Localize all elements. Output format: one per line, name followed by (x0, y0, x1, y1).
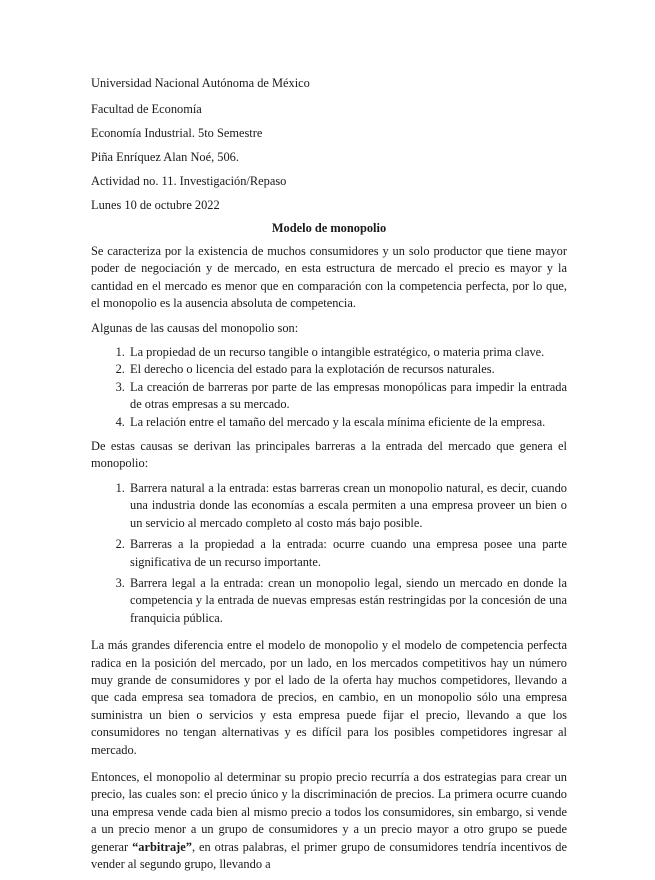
strategies-text-a: Entonces, el monopolio al determinar su propio precio recurría a dos estrategias para crear un precio, las cuales son: el precio único y la discriminación de precios. La primera ocurre cuando una empresa vende cada bien al mismo precio a todos los consumidores, sin embargo, si vende a un precio menor a un grupo de consumidores y a un precio mayor a otro grupo se puede generar (91, 769, 567, 854)
differences-paragraph: La más grandes diferencia entre el modelo de monopolio y el modelo de competencia perfecta radica en la posición del mercado, por un lado, en los mercados competitivos hay un número muy grande de consumidores y por el lado de la oferta hay muchos competidores, llevando a que cada empresa sea tomadora de precios, en cambio, en un monopolio sólo una empresa suministra un bien o servicios y esta empresa puede fijar el precio, llevando a que los consumidores no tengan alternativas y es difícil para los posibles competidores ingresar al mercado. (91, 638, 567, 757)
causes-list (91, 344, 567, 431)
cause-item: 4. La relación entre el tamaño del mercado y la escala mínima eficiente de la empresa. (128, 414, 567, 431)
student-line: Piña Enríquez Alan Noé, 506. (91, 150, 239, 164)
cause-item: 1. La propiedad de un recurso tangible o intangible estratégico, o materia prima clave. (128, 344, 567, 361)
document-body (91, 243, 567, 880)
barrier-item: 2. Barreras a la propiedad a la entrada: ocurre cuando una empresa posee una parte significativa de un recurso importante. (128, 536, 567, 571)
activity-line: Actividad no. 11. Investigación/Repaso (91, 174, 287, 188)
faculty-line: Facultad de Economía (91, 102, 202, 116)
strategies-text-b: , en otras palabras, el primer grupo de consumidores tendría incentivos de vender al segundo grupo, llevando a (91, 839, 567, 871)
barriers-list (91, 480, 567, 627)
barriers-intro: De estas causas se derivan las principales barreras a la entrada del mercado que genera el monopolio: (91, 439, 567, 471)
arbitraje-term: “arbitraje” (132, 839, 192, 854)
barrier-item: 3. Barrera legal a la entrada: crean un monopolio legal, siendo un mercado en donde la competencia y la entrada de nuevas empresas están restringidas por la concesión de una franquicia pública. (128, 575, 567, 627)
intro-paragraph: Se caracteriza por la existencia de muchos consumidores y un solo productor que tiene mayor poder de negociación y de mercado, en esta estructura de mercado el precio es mayor y la cantidad en el mercado es menor que en comparación con la competencia perfecta, por lo que, el monopolio es la ausencia absoluta de competencia. (91, 244, 567, 311)
date-line: Lunes 10 de octubre 2022 (91, 198, 220, 212)
barrier-item: 1. Barrera natural a la entrada: estas barreras crean un monopolio natural, es decir, cuando una industria donde las economías a escala permiten a una empresa proveer un bien o un servicio al mercado completo al costo más bajo posible. (128, 480, 567, 532)
course-line: Economía Industrial. 5to Semestre (91, 126, 263, 140)
cause-item: 3. La creación de barreras por parte de las empresas monopólicas para impedir la entrada de otras empresas a su mercado. (128, 379, 567, 414)
university-line: Universidad Nacional Autónoma de México (91, 76, 310, 90)
causes-intro: Algunas de las causas del monopolio son: (91, 320, 299, 335)
document-title: Modelo de monopolio (271, 221, 387, 235)
cause-item: 2. El derecho o licencia del estado para la explotación de recursos naturales. (128, 361, 567, 378)
strategies-paragraph (91, 769, 567, 873)
